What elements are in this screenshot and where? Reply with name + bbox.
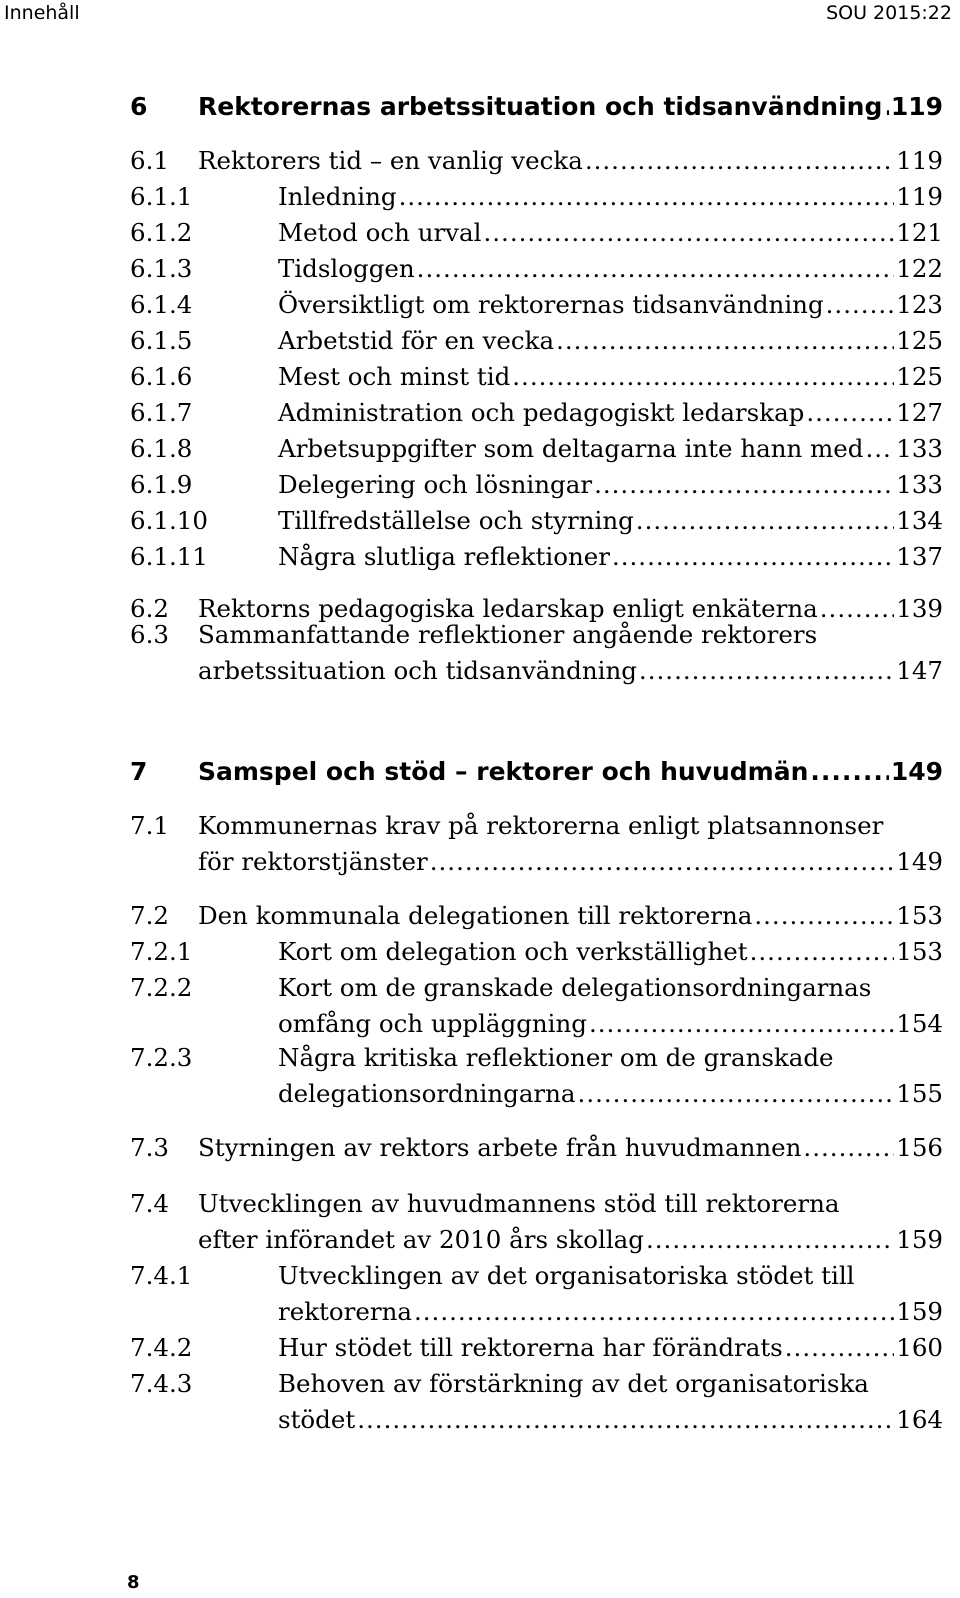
toc-entry-number: 7.3: [130, 1133, 169, 1162]
toc-page-number: 153: [896, 901, 943, 930]
dot-leader: [810, 757, 888, 786]
toc-entry-title: Behoven av förstärkning av det organisatoriska: [278, 1369, 869, 1398]
toc-entry-number: 6.1.9: [130, 470, 193, 499]
toc-entry-number: 7.4: [130, 1189, 169, 1218]
toc-entry-number: 7.4.1: [130, 1261, 193, 1290]
toc-entry-title: Sammanfattande reflektioner angående rektorers: [198, 620, 818, 649]
toc-entry-title: Några slutliga reflektioner: [278, 542, 610, 571]
dot-leader: [803, 1133, 894, 1162]
toc-entry-title: Kort om delegation och verkställighet: [278, 937, 748, 966]
toc-page-number: 149: [890, 757, 943, 786]
toc-entry-number: 6.1.4: [130, 290, 193, 319]
toc-entry-number: 6.1.2: [130, 218, 193, 247]
toc-entry-title: Tillfredställelse och styrning: [278, 506, 634, 535]
toc-entry-title: Rektorernas arbetssituation och tidsanvändning: [198, 92, 883, 121]
toc-page-number: 134: [896, 506, 943, 535]
dot-leader: [430, 847, 895, 876]
toc-page-number: 125: [896, 362, 943, 391]
toc-entry-number: 7.4.2: [130, 1333, 193, 1362]
toc-entry-number: 6.1: [130, 146, 169, 175]
toc-page-number: 127: [896, 398, 943, 427]
dot-leader: [826, 290, 895, 319]
toc-entry-title: Samspel och stöd – rektorer och huvudmän: [198, 757, 809, 786]
dot-leader: [585, 146, 894, 175]
toc-page-number: 154: [896, 1009, 943, 1038]
toc-entry-title: för rektorstjänster: [198, 847, 428, 876]
running-header-section: Innehåll: [4, 2, 80, 24]
toc-entry-title: Mest och minst tid: [278, 362, 511, 391]
toc-entry-title: Kort om de granskade delegationsordningarnas: [278, 973, 872, 1002]
toc-entry-title: Delegering och lösningar: [278, 470, 593, 499]
toc-entry-number: 7: [130, 757, 148, 786]
toc-entry-title: Inledning: [278, 182, 397, 211]
toc-entry-title: Rektorers tid – en vanlig vecka: [198, 146, 583, 175]
toc-entry-title: Den kommunala delegationen till rektorerna: [198, 901, 753, 930]
toc-entry-title: Översiktligt om rektorernas tidsanvändning: [278, 290, 824, 319]
toc-entry-title: Tidsloggen: [278, 254, 415, 283]
toc-page-number: 119: [890, 92, 943, 121]
toc-page-number: 139: [896, 594, 943, 623]
toc-page-number: 160: [896, 1333, 943, 1362]
dot-leader: [820, 594, 894, 623]
dot-leader: [646, 1225, 894, 1254]
toc-entry-number: 6: [130, 92, 148, 121]
dot-leader: [639, 656, 894, 685]
toc-entry-title: Styrningen av rektors arbete från huvudmannen: [198, 1133, 802, 1162]
dot-leader: [806, 398, 894, 427]
toc-entry-number: 7.2: [130, 901, 169, 930]
toc-entry-title: efter införandet av 2010 års skollag: [198, 1225, 644, 1254]
toc-entry-number: 7.2.2: [130, 973, 193, 1002]
dot-leader: [556, 326, 894, 355]
toc-entry-title: Metod och urval: [278, 218, 482, 247]
toc-entry-number: 7.2.1: [130, 937, 193, 966]
toc-entry-number: 6.1.3: [130, 254, 193, 283]
toc-page-number: 147: [896, 656, 943, 685]
toc-page-number: 123: [896, 290, 943, 319]
dot-leader: [754, 901, 894, 930]
toc-entry-title: Några kritiska reflektioner om de granskade: [278, 1043, 834, 1072]
toc-entry-title: Kommunernas krav på rektorerna enligt platsannonser: [198, 811, 884, 840]
toc-entry-number: 6.1.10: [130, 506, 208, 535]
toc-page-number: 155: [896, 1079, 943, 1108]
toc-page-number: 156: [896, 1133, 943, 1162]
dot-leader: [483, 218, 894, 247]
dot-leader: [594, 470, 894, 499]
toc-entry-title: Utvecklingen av det organisatoriska stödet till: [278, 1261, 855, 1290]
dot-leader: [512, 362, 894, 391]
running-header-report-id: SOU 2015:22: [826, 2, 952, 24]
toc-page-number: 159: [896, 1297, 943, 1326]
toc-page-number: 122: [896, 254, 943, 283]
toc-page-number: 159: [896, 1225, 943, 1254]
toc-entry-title: Utvecklingen av huvudmannens stöd till rektorerna: [198, 1189, 840, 1218]
dot-leader: [589, 1009, 894, 1038]
toc-entry-title: Rektorns pedagogiska ledarskap enligt enkäterna: [198, 594, 818, 623]
dot-leader: [636, 506, 894, 535]
toc-entry-title: Hur stödet till rektorerna har förändrats: [278, 1333, 783, 1362]
toc-entry-title: stödet: [278, 1405, 356, 1434]
toc-entry-number: 6.3: [130, 620, 169, 649]
toc-page-number: 149: [896, 847, 943, 876]
toc-entry-title: Administration och pedagogiskt ledarskap: [278, 398, 805, 427]
toc-page-number: 119: [896, 146, 943, 175]
dot-leader: [865, 434, 894, 463]
toc-entry-number: 6.1.6: [130, 362, 193, 391]
toc-entry-title: delegationsordningarna: [278, 1079, 576, 1108]
toc-entry-title: omfång och uppläggning: [278, 1009, 587, 1038]
dot-leader: [578, 1079, 895, 1108]
toc-entry-number: 6.1.11: [130, 542, 208, 571]
dot-leader: [612, 542, 894, 571]
toc-entry-title: arbetssituation och tidsanvändning: [198, 656, 637, 685]
dot-leader: [750, 937, 895, 966]
toc-page-number: 153: [896, 937, 943, 966]
dot-leader: [357, 1405, 894, 1434]
toc-entry-number: 6.2: [130, 594, 169, 623]
toc-entry-number: 7.1: [130, 811, 169, 840]
dot-leader: [399, 182, 895, 211]
toc-page-number: 133: [896, 434, 943, 463]
toc-entry-title: rektorerna: [278, 1297, 412, 1326]
page-number: 8: [127, 1572, 140, 1593]
dot-leader: [414, 1297, 894, 1326]
dot-leader: [785, 1333, 894, 1362]
toc-entry-number: 6.1.1: [130, 182, 193, 211]
dot-leader: [417, 254, 895, 283]
toc-entry-number: 6.1.7: [130, 398, 193, 427]
toc-entry-number: 6.1.8: [130, 434, 193, 463]
toc-page-number: 119: [896, 182, 943, 211]
toc-entry-title: Arbetsuppgifter som deltagarna inte hann med: [278, 434, 864, 463]
toc-page-number: 164: [896, 1405, 943, 1434]
toc-entry-number: 7.2.3: [130, 1043, 193, 1072]
toc-page-number: 121: [896, 218, 943, 247]
toc-entry-number: 7.4.3: [130, 1369, 193, 1398]
toc-page-number: 133: [896, 470, 943, 499]
dot-leader: [884, 92, 888, 121]
toc-page-number: 137: [896, 542, 943, 571]
toc-page-number: 125: [896, 326, 943, 355]
toc-entry-title: Arbetstid för en vecka: [278, 326, 555, 355]
toc-entry-number: 6.1.5: [130, 326, 193, 355]
